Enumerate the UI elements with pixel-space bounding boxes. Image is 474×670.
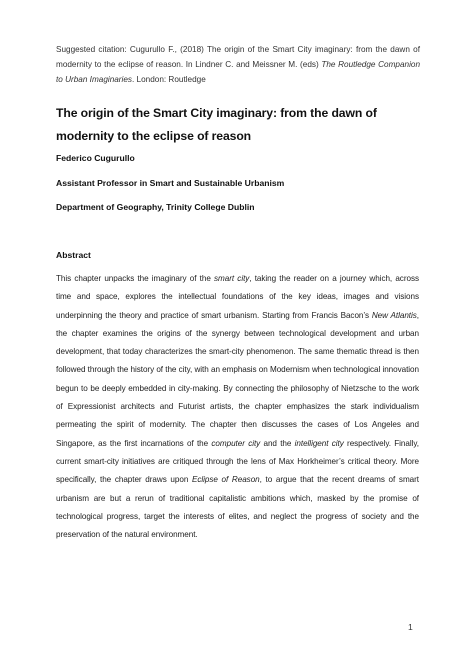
abstract-text: , taking the reader on a journey which, across time and space, explores the intellectual foundations of the key ideas, images and visions underpinning the theory and practice of smart urbanism. Starting from Francis Bacon’s (56, 274, 419, 320)
abstract-emphasis: computer city (211, 438, 261, 448)
suggested-citation (56, 42, 420, 87)
abstract-text: and the (260, 438, 295, 448)
paper-title: The origin of the Smart City imaginary: from the dawn of modernity to the eclipse of reason (56, 106, 377, 143)
author-affiliation: Department of Geography, Trinity College Dublin (56, 202, 255, 212)
page-number: 1 (408, 622, 413, 632)
citation-publisher: . London: Routledge (132, 75, 206, 84)
abstract-emphasis: New Atlantis (371, 310, 417, 320)
abstract-text: This chapter unpacks the imaginary of the (56, 274, 215, 283)
abstract-text: , to argue that the recent dreams of smart urbanism are but a rerun of traditional capitalistic ambitions which, masked by the promise of technological progress, target the interests of elites, and neglect the progress of society and the preservation of the natural environment. (56, 475, 419, 540)
author-name: Federico Cugurullo (56, 153, 135, 163)
citation-text: Suggested citation: Cugurullo F., (2018) The origin of the Smart City imaginary: from the dawn of modernity to the eclipse of reason. In Lindner C. and Meissner M. (eds) (56, 45, 420, 69)
abstract-emphasis: smart city (214, 274, 250, 283)
citation-book-title: The Routledge Companion to Urban Imaginaries (56, 60, 420, 84)
abstract-body (56, 270, 419, 544)
abstract-emphasis: Eclipse of Reason (192, 475, 260, 485)
abstract-heading: Abstract (56, 250, 91, 260)
abstract-emphasis: intelligent city (294, 438, 344, 448)
author-position: Assistant Professor in Smart and Sustainable Urbanism (56, 178, 285, 188)
abstract-text: respectively. Finally, current smart-city initiatives are critiqued through the lens of Max Horkheimer’s critical theory. More specifically, the chapter draws upon (56, 438, 419, 485)
abstract-text: , the chapter examines the origins of the synergy between technological development and urban development, that today characterizes the smart-city phenomenon. The same thematic thread is then followed through the history of the city, with an emphasis on Modernism when technological innovation begun to be deeply embedded in city-making. By connecting the philosophy of Nietzsche to the work of Expressionist architects and Futurist artists, the chapter emphasizes the stark individualism permeating the spirit of modernity. The chapter then discusses the cases of Los Angeles and Singapore, as the first incarnations of the (56, 310, 419, 448)
